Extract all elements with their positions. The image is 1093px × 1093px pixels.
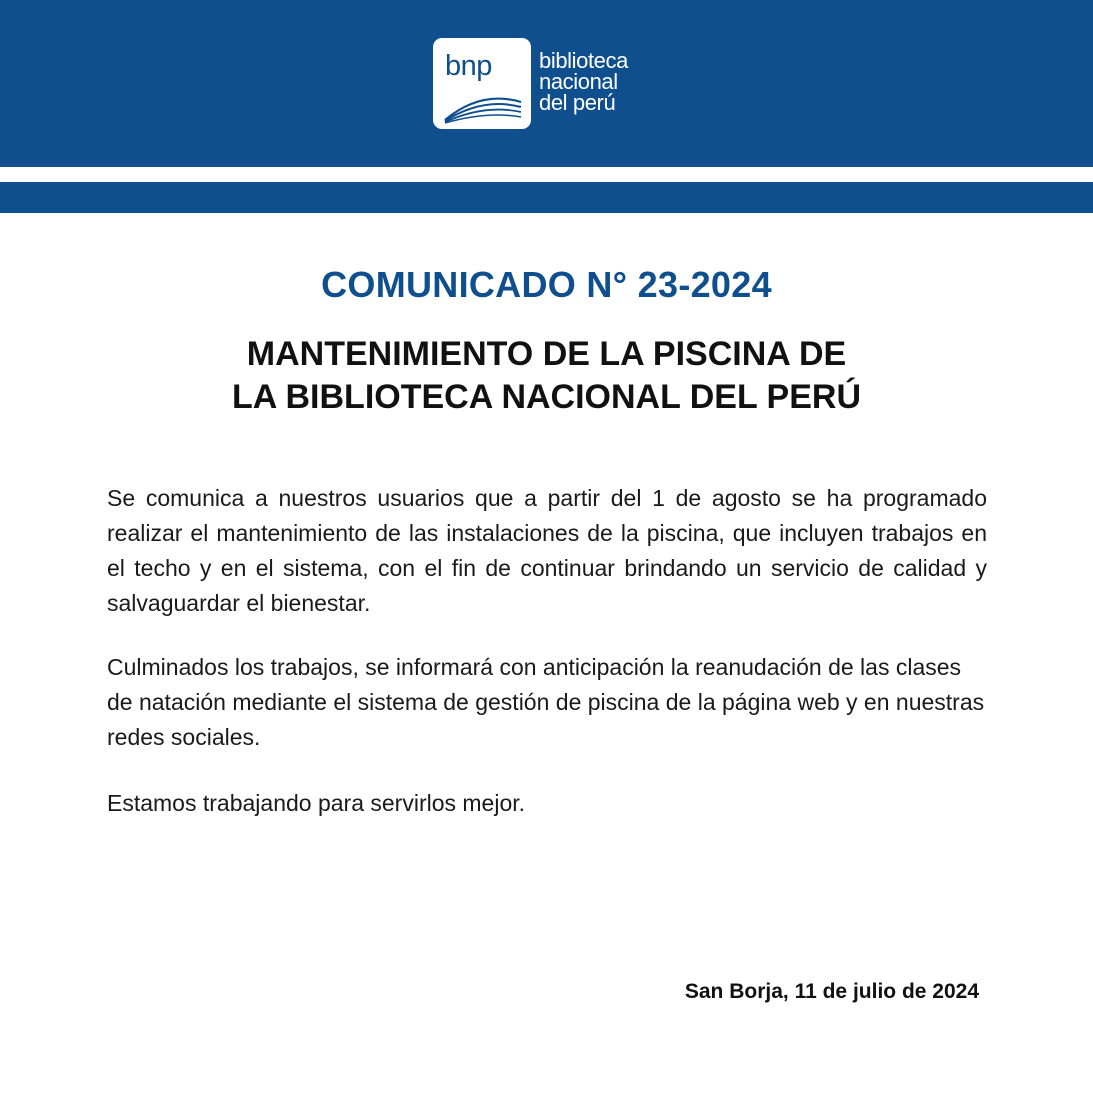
- logo-mark-text: bnp: [445, 50, 492, 82]
- title-line: LA BIBLIOTECA NACIONAL DEL PERÚ: [231, 378, 862, 416]
- logo-mark: [433, 38, 531, 129]
- body-paragraph: Se comunica a nuestros usuarios que a partir del 1 de agosto se ha programado realizar el mantenimiento de las instalaciones de la piscina, que incluyen trabajos en el techo y en el sistema, con el fin de continuar brindando un servicio de calidad y salvaguardar el bienestar.: [107, 485, 987, 616]
- logo-name-line: nacional: [539, 69, 618, 94]
- logo-name-line: biblioteca: [539, 48, 628, 73]
- body-paragraph: Culminados los trabajos, se informará con anticipación la reanudación de las clases de natación mediante el sistema de gestión de piscina de la página web y en nuestras redes sociales.: [107, 654, 985, 750]
- comunicado-title: [0, 333, 1093, 419]
- body-paragraph: Estamos trabajando para servirlos mejor.: [107, 790, 526, 816]
- title-line: MANTENIMIENTO DE LA PISCINA DE: [246, 335, 847, 373]
- bnp-logo: [433, 38, 673, 130]
- comunicado-number: COMUNICADO N° 23-2024: [321, 264, 772, 305]
- logo-wordmark: [539, 50, 628, 113]
- logo-name-line: del perú: [539, 90, 616, 115]
- header-stripe: [0, 182, 1093, 213]
- place-date-signature: San Borja, 11 de julio de 2024: [684, 980, 979, 1003]
- waves-icon: [441, 88, 525, 124]
